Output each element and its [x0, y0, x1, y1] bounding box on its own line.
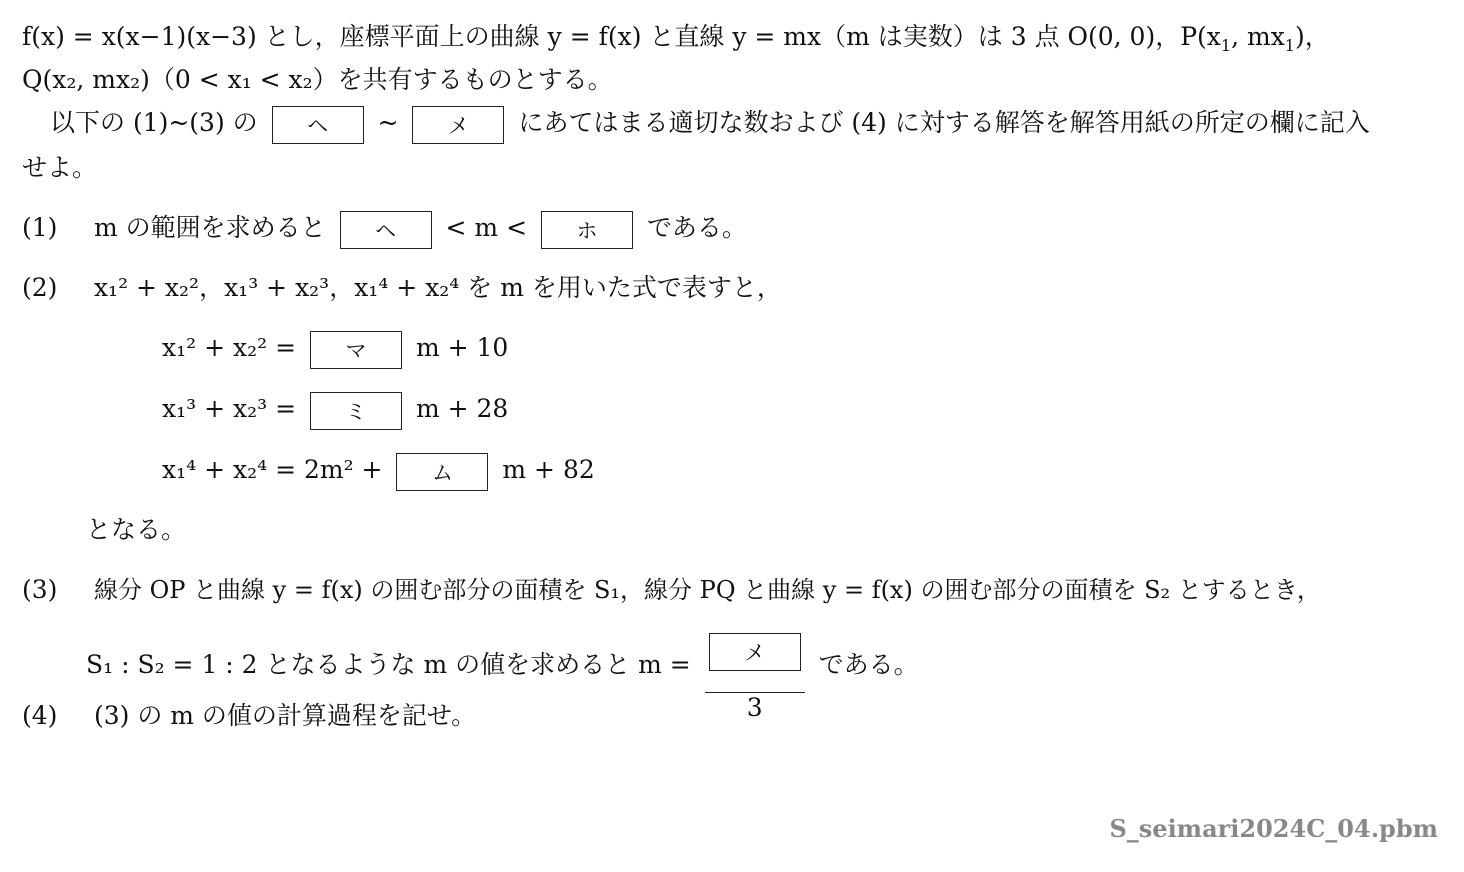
question-1: (1) m の範囲を求めると ヘ < m < ホ である。: [22, 210, 747, 249]
answer-box-he: ヘ: [340, 211, 432, 249]
question-number: (1): [22, 213, 58, 242]
equation-1: x₁² + x₂² = マ m + 10: [162, 330, 508, 369]
answer-box-me: メ: [412, 106, 504, 144]
question-3-cont: S₁ : S₂ = 1 : 2 となるような m の値を求めると m = $\frac{\text{メ}}{3}$ である。: [86, 610, 919, 723]
answer-box-ma: マ: [310, 331, 402, 369]
equation-3: x₁⁴ + x₂⁴ = 2m² + ム m + 82: [162, 452, 595, 491]
question-4: (4) (3) の m の値の計算過程を記せ。: [22, 698, 476, 734]
question-number: (4): [22, 701, 58, 730]
question-2: (2) x₁² + x₂²，x₁³ + x₂³，x₁⁴ + x₂⁴ を m を用いた式で表すと，: [22, 270, 782, 306]
answer-box-he: ヘ: [272, 106, 364, 144]
fraction: $\frac{\text{メ}}{3}$: [705, 610, 805, 723]
intro-line-2: Q(x₂, mx₂)（0 < x₁ < x₂）を共有するものとする。: [22, 65, 613, 94]
question-2-end: となる。: [86, 515, 187, 544]
intro-line-3: 以下の (1)~(3) の ヘ ~ メ にあてはまる適切な数および (4) に対する解答を解答用紙の所定の欄に記入: [50, 105, 1370, 144]
intro-line-1: f(x) = x(x−1)(x−3) とし，座標平面上の曲線 y = f(x) と直線 y = mx（m は実数）は 3 点 O(0, 0)，$P(x_1$, $mx_1$)，: [22, 22, 1330, 55]
question-number: (2): [22, 273, 58, 302]
intro-line-4: せよ。: [22, 153, 98, 182]
question-3: (3) 線分 OP と曲線 y = f(x) の囲む部分の面積を S₁，線分 PQ と曲線 y = f(x) の囲む部分の面積を S₂ とするとき，: [22, 572, 1321, 608]
equation-2: x₁³ + x₂³ = ミ m + 28: [162, 391, 508, 430]
answer-box-mi: ミ: [310, 392, 402, 430]
answer-box-mu: ム: [396, 453, 488, 491]
answer-box-ho: ホ: [541, 211, 633, 249]
answer-box-me: メ: [709, 633, 801, 671]
file-name-label: S_seimari2024C_04.pbm: [1109, 814, 1438, 843]
question-number: (3): [22, 575, 58, 604]
